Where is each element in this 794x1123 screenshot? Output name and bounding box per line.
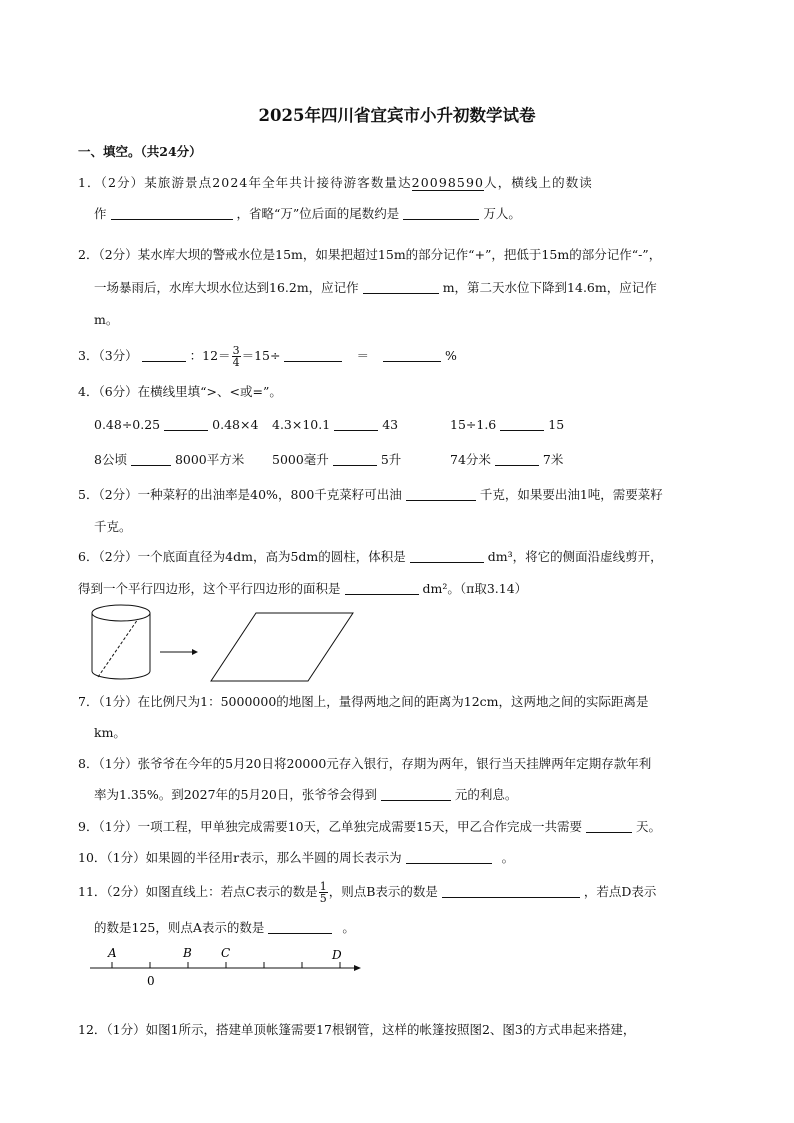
q4-expr: 74分米 [450, 452, 491, 467]
q4-blank[interactable] [495, 453, 539, 466]
q3-percent: % [444, 348, 457, 363]
q4-row2-col1 [94, 451, 244, 469]
cylinder-to-parallelogram-figure [88, 603, 360, 685]
q3-division: ＝15÷ [241, 348, 281, 363]
q4-expr: 5升 [380, 452, 402, 467]
question-2-line-3: m。 [94, 312, 119, 327]
question-8-line-1: 8．（1分）张爷爷在今年的5月20日将20000元存入银行，存期为两年，银行当天挂牌两年定期存款年利 [78, 756, 652, 771]
q10-blank[interactable] [406, 851, 492, 864]
q6-blank-1[interactable] [410, 550, 484, 563]
q10-text-a: 10．（1分）如果圆的半径用r表示，那么半圆的周长表示为 [78, 850, 402, 865]
q5-blank[interactable] [406, 488, 476, 501]
q2-blank-1[interactable] [363, 281, 439, 294]
q4-row1-col3 [450, 416, 564, 434]
q11-blank-1[interactable] [442, 885, 580, 898]
q4-row2-col3 [450, 451, 563, 469]
question-3 [78, 345, 457, 368]
q3-equals: ＝ [356, 348, 369, 363]
q4-blank[interactable] [500, 418, 544, 431]
q4-row1-col2 [272, 416, 398, 434]
q3-frac-num: 3 [232, 344, 240, 357]
q11-text-e: 。 [342, 920, 355, 935]
q1-blank-2[interactable] [403, 207, 479, 220]
q11-text-b: ，则点B表示的数是 [328, 884, 438, 899]
question-5-line-2: 千克。 [94, 519, 132, 534]
q4-expr: 7米 [542, 452, 564, 467]
cut-line [98, 619, 138, 677]
question-11-line-1 [78, 880, 656, 904]
question-7-line-1: 7．（1分）在比例尺为1：5000000的地图上，量得两地之间的距离为12cm，这两地之间的实际距离是 [78, 694, 649, 709]
question-5-line-1 [78, 486, 663, 504]
q4-blank[interactable] [131, 453, 171, 466]
q4-blank[interactable] [164, 418, 208, 431]
q3-ratio: ：12＝ [189, 348, 231, 363]
point-label-b: B [183, 946, 192, 960]
question-6-line-1 [78, 548, 663, 566]
point-label-c: C [221, 946, 231, 960]
q8-blank[interactable] [381, 788, 451, 801]
cylinder-figure [92, 605, 150, 679]
question-10 [78, 849, 514, 867]
q11-text-d: 的数是125，则点A表示的数是 [94, 920, 265, 935]
q3-blank-1[interactable] [142, 349, 186, 362]
q1-text-e: 万人。 [483, 206, 521, 221]
point-label-a: A [108, 946, 117, 960]
q4-expr: 4.3×10.1 [272, 417, 331, 432]
q5-text-b: 千克，如果要出油1吨，需要菜籽 [479, 487, 663, 502]
q11-frac-num: 1 [319, 880, 327, 893]
arrow-icon [160, 649, 198, 655]
q9-blank[interactable] [586, 820, 632, 833]
q4-expr: 8000平方米 [174, 452, 245, 467]
number-line-figure [88, 940, 368, 990]
question-9 [78, 818, 661, 836]
q4-row1-col1 [94, 416, 258, 434]
q10-text-b: 。 [501, 850, 515, 865]
q4-expr: 15÷1.6 [450, 417, 497, 432]
q4-expr: 8公顷 [94, 452, 127, 467]
q5-text-a: 5．（2分）一种菜籽的出油率是40%，800千克菜籽可出油 [78, 487, 402, 502]
q6-blank-2[interactable] [345, 582, 419, 595]
q6-text-c: 得到一个平行四边形，这个平行四边形的面积是 [78, 581, 341, 596]
question-2-line-1: 2．（2分）某水库大坝的警戒水位是15m，如果把超过15m的部分记作“+”，把低于15m的部分记作“-”， [78, 247, 662, 262]
question-7-line-2: km。 [94, 725, 126, 740]
question-12-line-1: 12．（1分）如图1所示，搭建单顶帐篷需要17根钢管，这样的帐篷按照图2、图3的方式串起来搭建， [78, 1022, 636, 1037]
q11-frac-den: 5 [319, 892, 327, 905]
q4-blank[interactable] [334, 418, 378, 431]
q1-text-b: 人，横线上的数读 [484, 175, 593, 190]
number-line-arrow-icon [354, 965, 361, 971]
q9-text-a: 9．（1分）一项工程，甲单独完成需要10天，乙单独完成需要15天，甲乙合作完成一共需要 [78, 819, 582, 834]
q6-text-d: dm²。（π取3.14） [422, 581, 528, 596]
q1-text: 1．（2分）某旅游景点2024年全年共计接待游客数量达 [78, 175, 412, 190]
q3-fraction [232, 345, 241, 368]
q9-text-b: 天。 [635, 819, 661, 834]
zero-label: 0 [147, 974, 155, 988]
q2-text-a: 一场暴雨后，水库大坝水位达到16.2m，应记作 [94, 280, 359, 295]
q2-text-b: m，第二天水位下降到14.6m，应记作 [442, 280, 657, 295]
number-line-ticks [112, 962, 340, 968]
q1-text-c: 作 [94, 206, 107, 221]
question-8-line-2 [94, 786, 517, 804]
q1-blank-1[interactable] [111, 207, 233, 220]
q6-text-b: dm³，将它的侧面沿虚线剪开， [487, 549, 663, 564]
question-1-line-2 [94, 205, 521, 223]
page-title: 2025年四川省宜宾市小升初数学试卷 [258, 106, 536, 125]
parallelogram-figure [211, 613, 353, 681]
question-11-line-2 [94, 919, 355, 937]
question-4-intro: 4．（6分）在横线里填“>、<或=”。 [78, 384, 282, 399]
q6-text-a: 6．（2分）一个底面直径为4dm，高为5dm的圆柱，体积是 [78, 549, 406, 564]
q3-frac-den: 4 [232, 356, 240, 369]
point-label-d: D [332, 948, 342, 962]
q11-text-c: ，若点D表示 [583, 884, 657, 899]
q11-text-a: 11．（2分）如图直线上：若点C表示的数是 [78, 884, 318, 899]
q4-expr: 0.48÷0.25 [94, 417, 161, 432]
question-1-line-1 [78, 174, 593, 192]
section-heading: 一、填空。（共24分） [78, 144, 202, 159]
q8-text-b: 元的利息。 [454, 787, 518, 802]
q4-expr: 5000毫升 [272, 452, 329, 467]
q4-blank[interactable] [333, 453, 377, 466]
q4-expr: 0.48×4 [212, 417, 259, 432]
q8-text-a: 率为1.35%。到2027年的5月20日，张爷爷会得到 [94, 787, 377, 802]
q3-prefix: 3．（3分） [78, 348, 138, 363]
q4-row2-col2 [272, 451, 401, 469]
q11-fraction [319, 881, 328, 904]
q11-blank-2[interactable] [268, 921, 332, 934]
q3-blank-2[interactable] [284, 349, 342, 362]
q1-text-d: ，省略“万”位后面的尾数约是 [236, 206, 400, 221]
question-2-line-2 [94, 279, 657, 297]
question-6-line-2 [78, 580, 527, 598]
q3-blank-3[interactable] [383, 349, 441, 362]
q1-number: 20098590 [411, 175, 485, 190]
q4-expr: 15 [548, 417, 565, 432]
q4-expr: 43 [382, 417, 399, 432]
